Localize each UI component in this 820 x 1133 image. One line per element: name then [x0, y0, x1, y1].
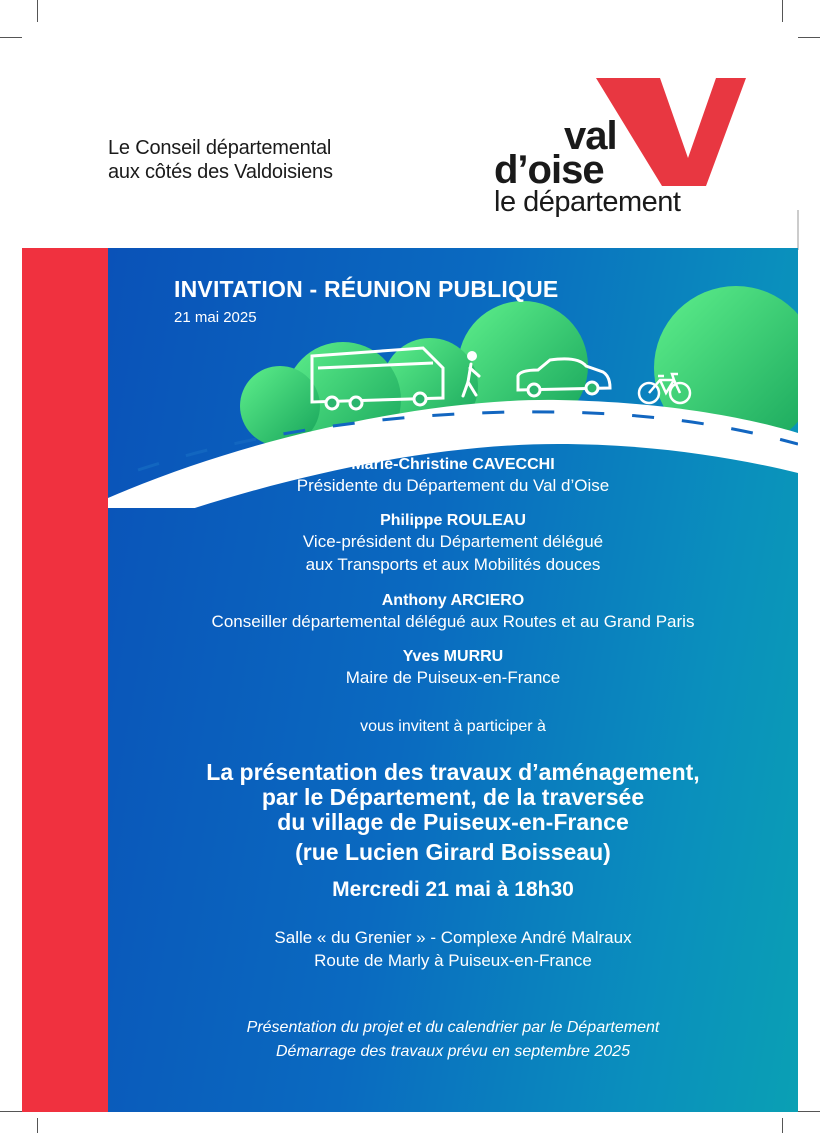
person-name: Yves MURRU [402, 648, 504, 665]
crop-mark [37, 1118, 38, 1133]
footer-notes [108, 1016, 798, 1064]
person-name: Anthony ARCIERO [381, 592, 525, 609]
crop-mark [0, 37, 22, 38]
event-title-line: La présentation des travaux d’aménagement, [206, 759, 700, 785]
person-role: Présidente du Département du Val d’Oise [296, 476, 610, 495]
trim-edge [797, 210, 799, 250]
person-role: Conseiller départemental délégué aux Routes et au Grand Paris [211, 612, 695, 631]
tagline-line: Le Conseil départemental [108, 137, 332, 159]
crop-mark [798, 37, 820, 38]
person-name: Marie-Christine CAVECCHI [351, 456, 555, 473]
event-title [108, 760, 798, 865]
person-role: aux Transports et aux Mobilités douces [305, 555, 601, 574]
logo-text: d’oise [494, 148, 604, 192]
tagline-line: aux côtés des Valdoisiens [108, 161, 333, 183]
val-doise-logo [490, 72, 760, 222]
event-datetime: Mercredi 21 mai à 18h30 [332, 878, 574, 901]
person-block [108, 592, 798, 633]
event-title-line: du village de Puiseux-en-France [277, 809, 629, 835]
person-role: Vice-président du Département délégué [302, 532, 604, 551]
invitation-panel [108, 248, 798, 1112]
footer-line: Démarrage des travaux prévu en septembre 2025 [276, 1043, 630, 1060]
tagline [108, 136, 333, 184]
event-address [108, 926, 798, 972]
invite-text: vous invitent à participer à [360, 718, 546, 735]
event-title-line: par le Département, de la traversée [261, 784, 645, 810]
address-line: Route de Marly à Puiseux-en-France [314, 951, 592, 970]
logo-text: le département [494, 186, 681, 218]
person-block [108, 456, 798, 497]
logo-text: val [564, 114, 617, 158]
person-block [108, 648, 798, 689]
footer-line: Présentation du projet et du calendrier par le Département [246, 1019, 660, 1036]
crop-mark [782, 0, 783, 22]
person-name: Philippe ROULEAU [380, 512, 526, 529]
crop-mark [782, 1118, 783, 1133]
crop-mark [798, 1111, 820, 1112]
person-block [108, 512, 798, 576]
invitation-title: INVITATION - RÉUNION PUBLIQUE [174, 276, 559, 302]
event-title-line: (rue Lucien Girard Boisseau) [295, 839, 611, 865]
crop-mark [0, 1111, 22, 1112]
person-role: Maire de Puiseux-en-France [345, 668, 561, 687]
invitation-date: 21 mai 2025 [174, 309, 257, 326]
crop-mark [37, 0, 38, 22]
address-line: Salle « du Grenier » - Complexe André Malraux [274, 928, 632, 947]
red-side-bar [22, 248, 108, 1112]
